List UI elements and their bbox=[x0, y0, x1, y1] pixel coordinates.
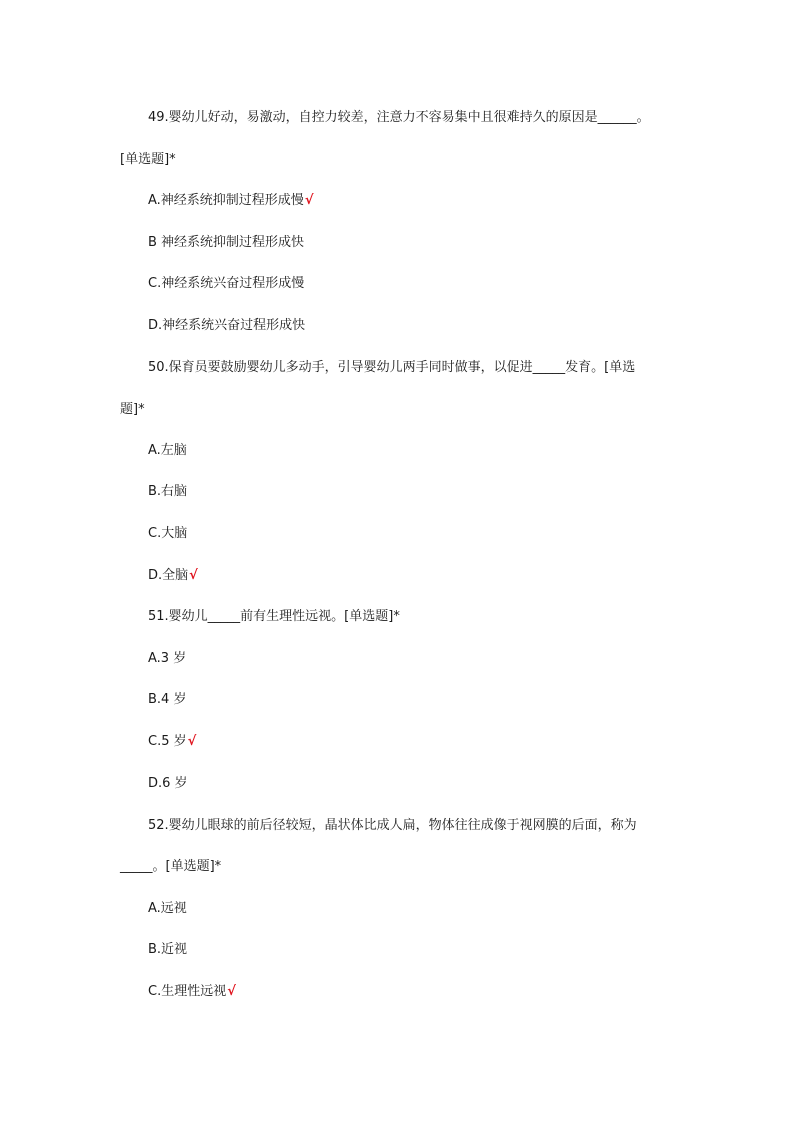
question-52-type: _____。[单选题]* bbox=[120, 859, 222, 874]
question-52-text: 52.婴幼儿眼球的前后径较短，晶状体比成人扁，物体往往成像于视网膜的后面，称为 bbox=[148, 818, 637, 833]
question-51-option-c bbox=[148, 733, 196, 751]
option-text: C.生理性远视 bbox=[148, 984, 227, 999]
option-text: A.左脑 bbox=[148, 443, 187, 458]
question-50-type: 题]* bbox=[120, 402, 145, 417]
option-text: B 神经系统抑制过程形成快 bbox=[148, 235, 305, 250]
check-mark-icon: √ bbox=[189, 568, 198, 583]
question-50-option-b bbox=[148, 483, 187, 501]
question-52-option-a bbox=[148, 900, 187, 918]
question-49-type: [单选题]* bbox=[120, 152, 176, 167]
question-50-text: 50.保育员要鼓励婴幼儿多动手，引导婴幼儿两手同时做事，以促进_____发育。[单选 bbox=[148, 360, 636, 375]
question-51-text: 51.婴幼儿_____前有生理性远视。[单选题]* bbox=[148, 609, 400, 624]
option-text: B.右脑 bbox=[148, 484, 188, 499]
question-50-option-c bbox=[148, 525, 187, 543]
question-50-option-d bbox=[148, 567, 198, 585]
question-51-option-d bbox=[148, 775, 188, 793]
option-text: D.神经系统兴奋过程形成快 bbox=[148, 318, 306, 333]
check-mark-icon: √ bbox=[187, 734, 197, 749]
option-text: A.远视 bbox=[148, 901, 187, 916]
question-49-option-b bbox=[148, 234, 304, 252]
question-49-option-c bbox=[148, 275, 304, 293]
option-text: C.5 岁 bbox=[148, 734, 187, 749]
question-52-option-b bbox=[148, 941, 187, 959]
option-text: D.全脑 bbox=[148, 568, 189, 583]
question-51-option-a bbox=[148, 650, 186, 668]
option-text: B.近视 bbox=[148, 942, 188, 957]
option-text: C.大脑 bbox=[148, 526, 188, 541]
question-49-text: 49.婴幼儿好动，易激动，自控力较差，注意力不容易集中且很难持久的原因是______。 bbox=[148, 110, 650, 125]
option-text: A.神经系统抑制过程形成慢 bbox=[148, 193, 304, 208]
question-49-option-a bbox=[148, 192, 313, 210]
question-50-option-a bbox=[148, 442, 187, 460]
question-49-option-d bbox=[148, 317, 305, 335]
question-51-option-b bbox=[148, 691, 186, 709]
option-text: B.4 岁 bbox=[148, 692, 187, 707]
option-text: A.3 岁 bbox=[148, 651, 187, 666]
option-text: C.神经系统兴奋过程形成慢 bbox=[148, 276, 305, 291]
question-52-option-c bbox=[148, 983, 236, 1001]
option-text: D.6 岁 bbox=[148, 776, 188, 791]
check-mark-icon: √ bbox=[227, 984, 236, 999]
check-mark-icon: √ bbox=[304, 193, 314, 208]
